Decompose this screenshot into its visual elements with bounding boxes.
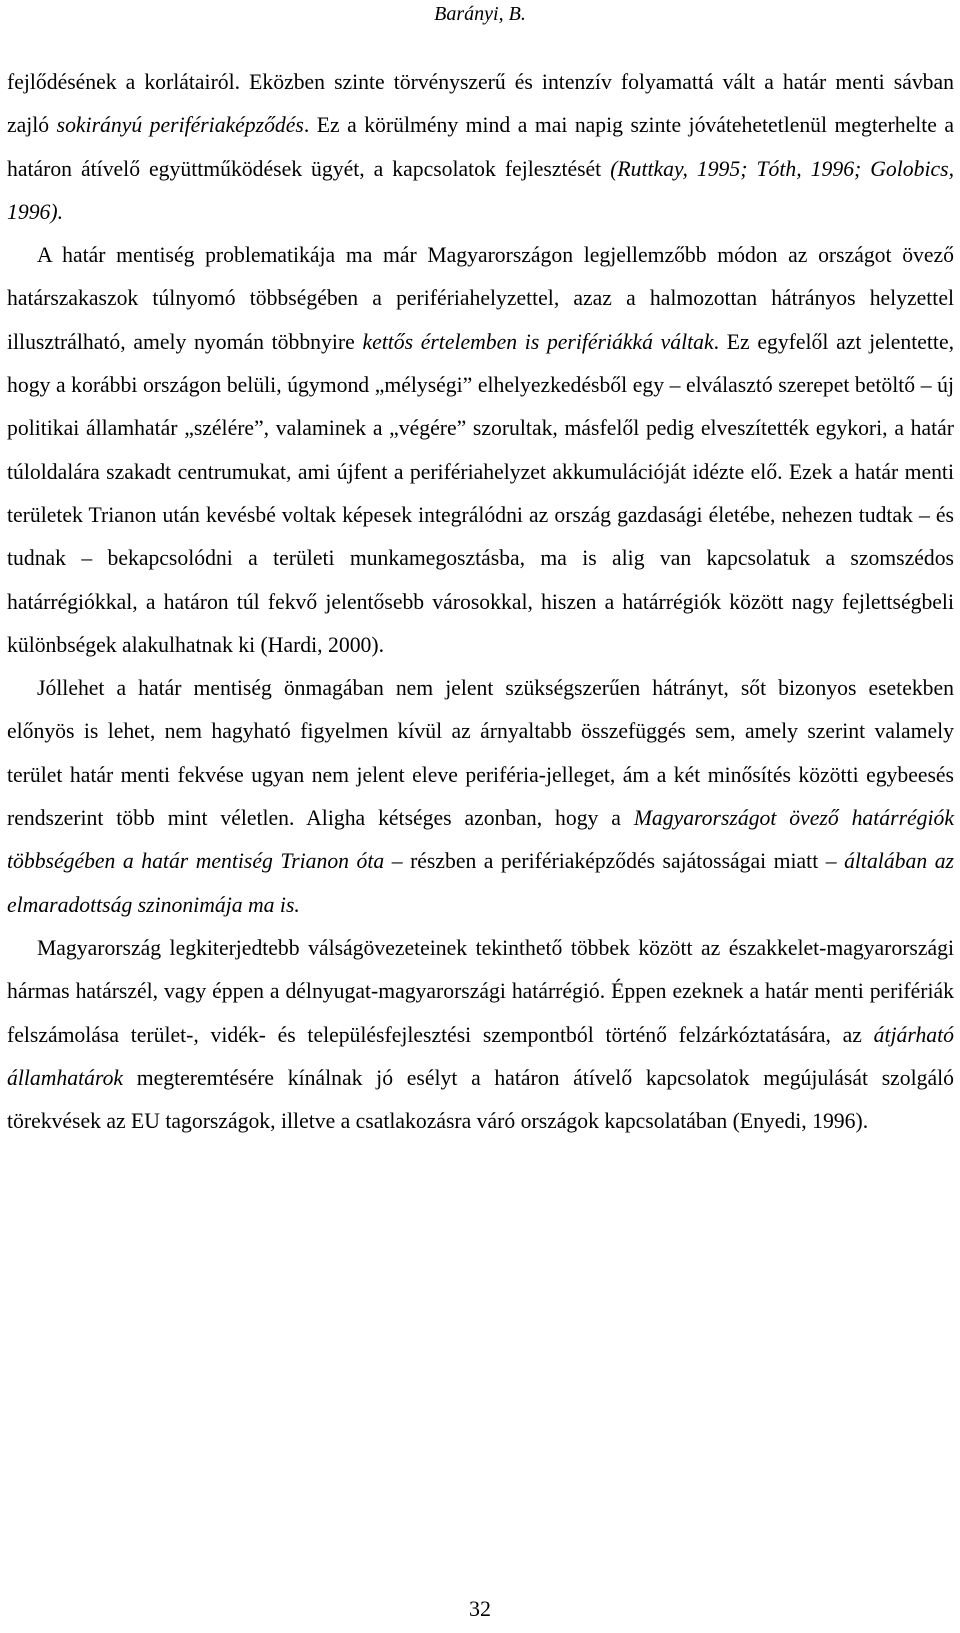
text-run: A határ mentiség problematikája ma már Magyarországon legjellemzőbb módon az országot övező határszakaszok túlnyomó többségében a perifériahelyzettel, azaz a halmozottan hátrányos helyzettel illusztrálható, amely nyomán többnyire [7,243,954,354]
text-run: Jóllehet a határ mentiség önmagában nem jelent szükségszerűen hátrányt, sőt bizonyos esetekben előnyös is lehet, nem hagyható figyelmen kívül az árnyaltabb összefüggés sem, amely szerint valamely terület határ menti fekvése ugyan nem jelent eleve periféria-jelleget, ám a két minősítés közötti egybeesés rendszerint több mint véletlen. Aligha kétséges azonban, hogy a [7,676,954,831]
italic-run: sokirányú perifériaképződés [56,113,304,138]
paragraph [7,234,954,667]
text-run: – részben a perifériaképződés sajátosságai miatt – [384,849,845,874]
paragraph [7,927,954,1143]
text-run: megteremtésére kínálnak jó esélyt a határon átívelő kapcsolatok megújulását szolgáló törekvések az EU tagországok, illetve a csatlakozásra váró országok kapcsolatában (Enyedi, 1996). [7,1065,954,1134]
text-run: fejlődésének a korlátairól. Eközben szinte törvényszerű és intenzív folyamattá vált a határ menti sávban zajló [7,70,954,138]
text-run: . Ez egyfelől azt jelentette, hogy a korábbi országon belüli, úgymond „mélységi” elhelyezkedésből egy – elválasztó szerepet betöltő – új politikai államhatár „szélére”, valaminek a „végére” szorultak, másfelől pedig elveszítették egykori, a határ túloldalára szakadt centrumukat, ami újfent a perifériahelyzet akkumulációját idézte elő. Ezek a határ menti területek Trianon után kevésbé voltak képesek integrálódni az ország gazdasági életébe, nehezen tudtak – és tudnak – bekapcsolódni a területi munkamegosztásba, ma is alig van kapcsolatuk a szomszédos határrégiókkal, a határon túl fekvő jelentősebb városokkal, hiszen a határrégiók között nagy fejlettségbeli különbségek alakulhatnak ki (Hardi, 2000). [7,329,954,657]
paragraph [7,61,954,234]
paragraph [7,667,954,927]
italic-run: kettős értelemben is perifériákká váltak [362,329,714,354]
italic-run: átjárható államhatárok [7,1022,954,1090]
italic-run: Magyarországot övező határrégiók többségében a határ mentiség Trianon óta [7,806,954,874]
running-head: Barányi, B. [434,3,526,25]
body-text [7,61,954,1143]
italic-run: általában az elmaradottság szinonimája ma is. [7,849,954,917]
text-run: . Ez a körülmény mind a mai napig szinte jóvátehetetlenül megterhelte a határon átívelő együttműködések ügyét, a kapcsolatok fejlesztését [7,113,954,181]
page-number: 32 [469,1596,491,1621]
text-run: Magyarország legkiterjedtebb válságövezeteinek tekinthető többek között az északkelet-magyarországi hármas határszél, vagy éppen a délnyugat-magyarországi határrégió. Éppen ezeknek a határ menti perifériák felszámolása terület-, vidék- és településfejlesztési szempontból történő felzárkóztatására, az [7,935,954,1047]
italic-run: (Ruttkay, 1995; Tóth, 1996; Golobics, 1996). [7,156,954,224]
